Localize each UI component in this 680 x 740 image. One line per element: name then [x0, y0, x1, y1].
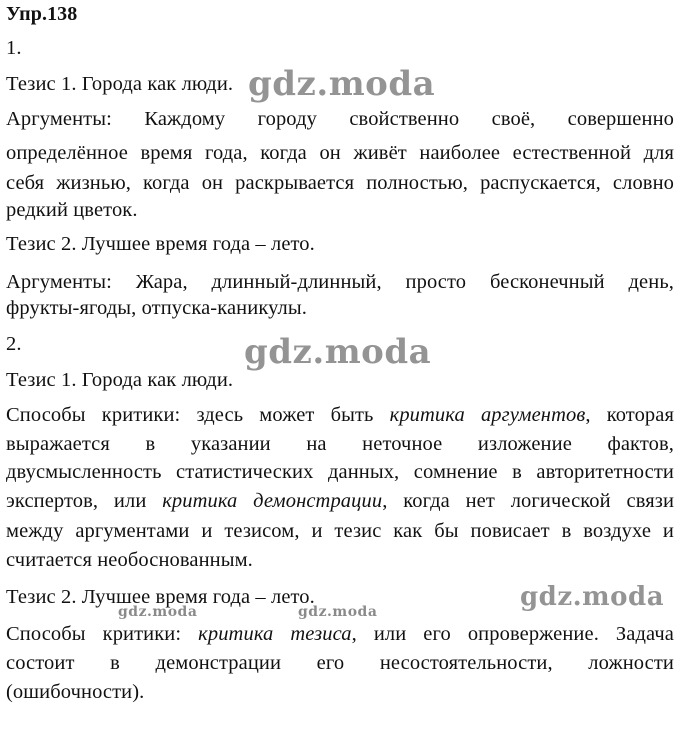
critique-term-arguments: критика аргументов — [389, 404, 586, 426]
section-2-critique-2-line-2: состоит в демонстрации его несостоятельности, ложности — [6, 652, 674, 674]
watermark: gdz.moda — [248, 64, 436, 104]
section-2-number: 2. — [6, 333, 22, 355]
critique-term-demonstration: критика демонстрации — [162, 490, 383, 512]
section-1-arguments-2-line-1: Аргументы: Жара, длинный-длинный, просто бесконечный день, — [6, 271, 674, 293]
section-2-critique-1-line-4: экспертов, или критика демонстрации, когда нет логической связи — [6, 490, 675, 512]
section-1-arguments-1-line-1: Аргументы: Каждому городу свойственно своё, совершенно — [6, 108, 674, 130]
section-1-thesis-1: Тезис 1. Города как люди. — [6, 73, 234, 95]
exercise-title: Упр.138 — [6, 3, 78, 25]
watermark: gdz.moda — [298, 604, 378, 620]
section-2-critique-1-line-3: двусмысленность статистических данных, сомнение в авторитетности — [6, 461, 674, 483]
watermark: gdz.moda — [118, 604, 198, 620]
critique-term-thesis: критика тезиса — [198, 623, 352, 645]
section-1-number: 1. — [6, 37, 22, 59]
section-2-critique-1-line-5: между аргументами и тезисом, и тезис как бы повисает в воздухе и — [6, 520, 674, 542]
section-2-critique-2-line-1: Способы критики: критика тезиса, или его опровержение. Задача — [6, 623, 674, 645]
section-2-critique-1-line-1: Способы критики: здесь может быть критика аргументов, которая — [6, 404, 675, 426]
section-2-critique-1-line-6: считается необоснованным. — [6, 549, 253, 571]
section-2-critique-1-line-2: выражается в указании на неточное изложение фактов, — [6, 433, 674, 455]
section-2-thesis-1: Тезис 1. Города как люди. — [6, 369, 234, 391]
section-2-thesis-2: Тезис 2. Лучшее время года – лето. — [6, 586, 315, 608]
section-1-arguments-1-line-4: редкий цветок. — [6, 199, 138, 221]
section-1-arguments-1-line-3: себя жизнью, когда он раскрывается полностью, распускается, словно — [6, 172, 674, 194]
watermark: gdz.moda — [520, 582, 665, 612]
watermark: gdz.moda — [244, 332, 432, 372]
section-1-arguments-2-line-2: фрукты-ягоды, отпуска-каникулы. — [6, 297, 307, 319]
section-1-arguments-1-line-2: определённое время года, когда он живёт наиболее естественной для — [6, 142, 674, 164]
section-1-thesis-2: Тезис 2. Лучшее время года – лето. — [6, 233, 315, 255]
section-2-critique-2-line-3: (ошибочности). — [6, 681, 145, 703]
